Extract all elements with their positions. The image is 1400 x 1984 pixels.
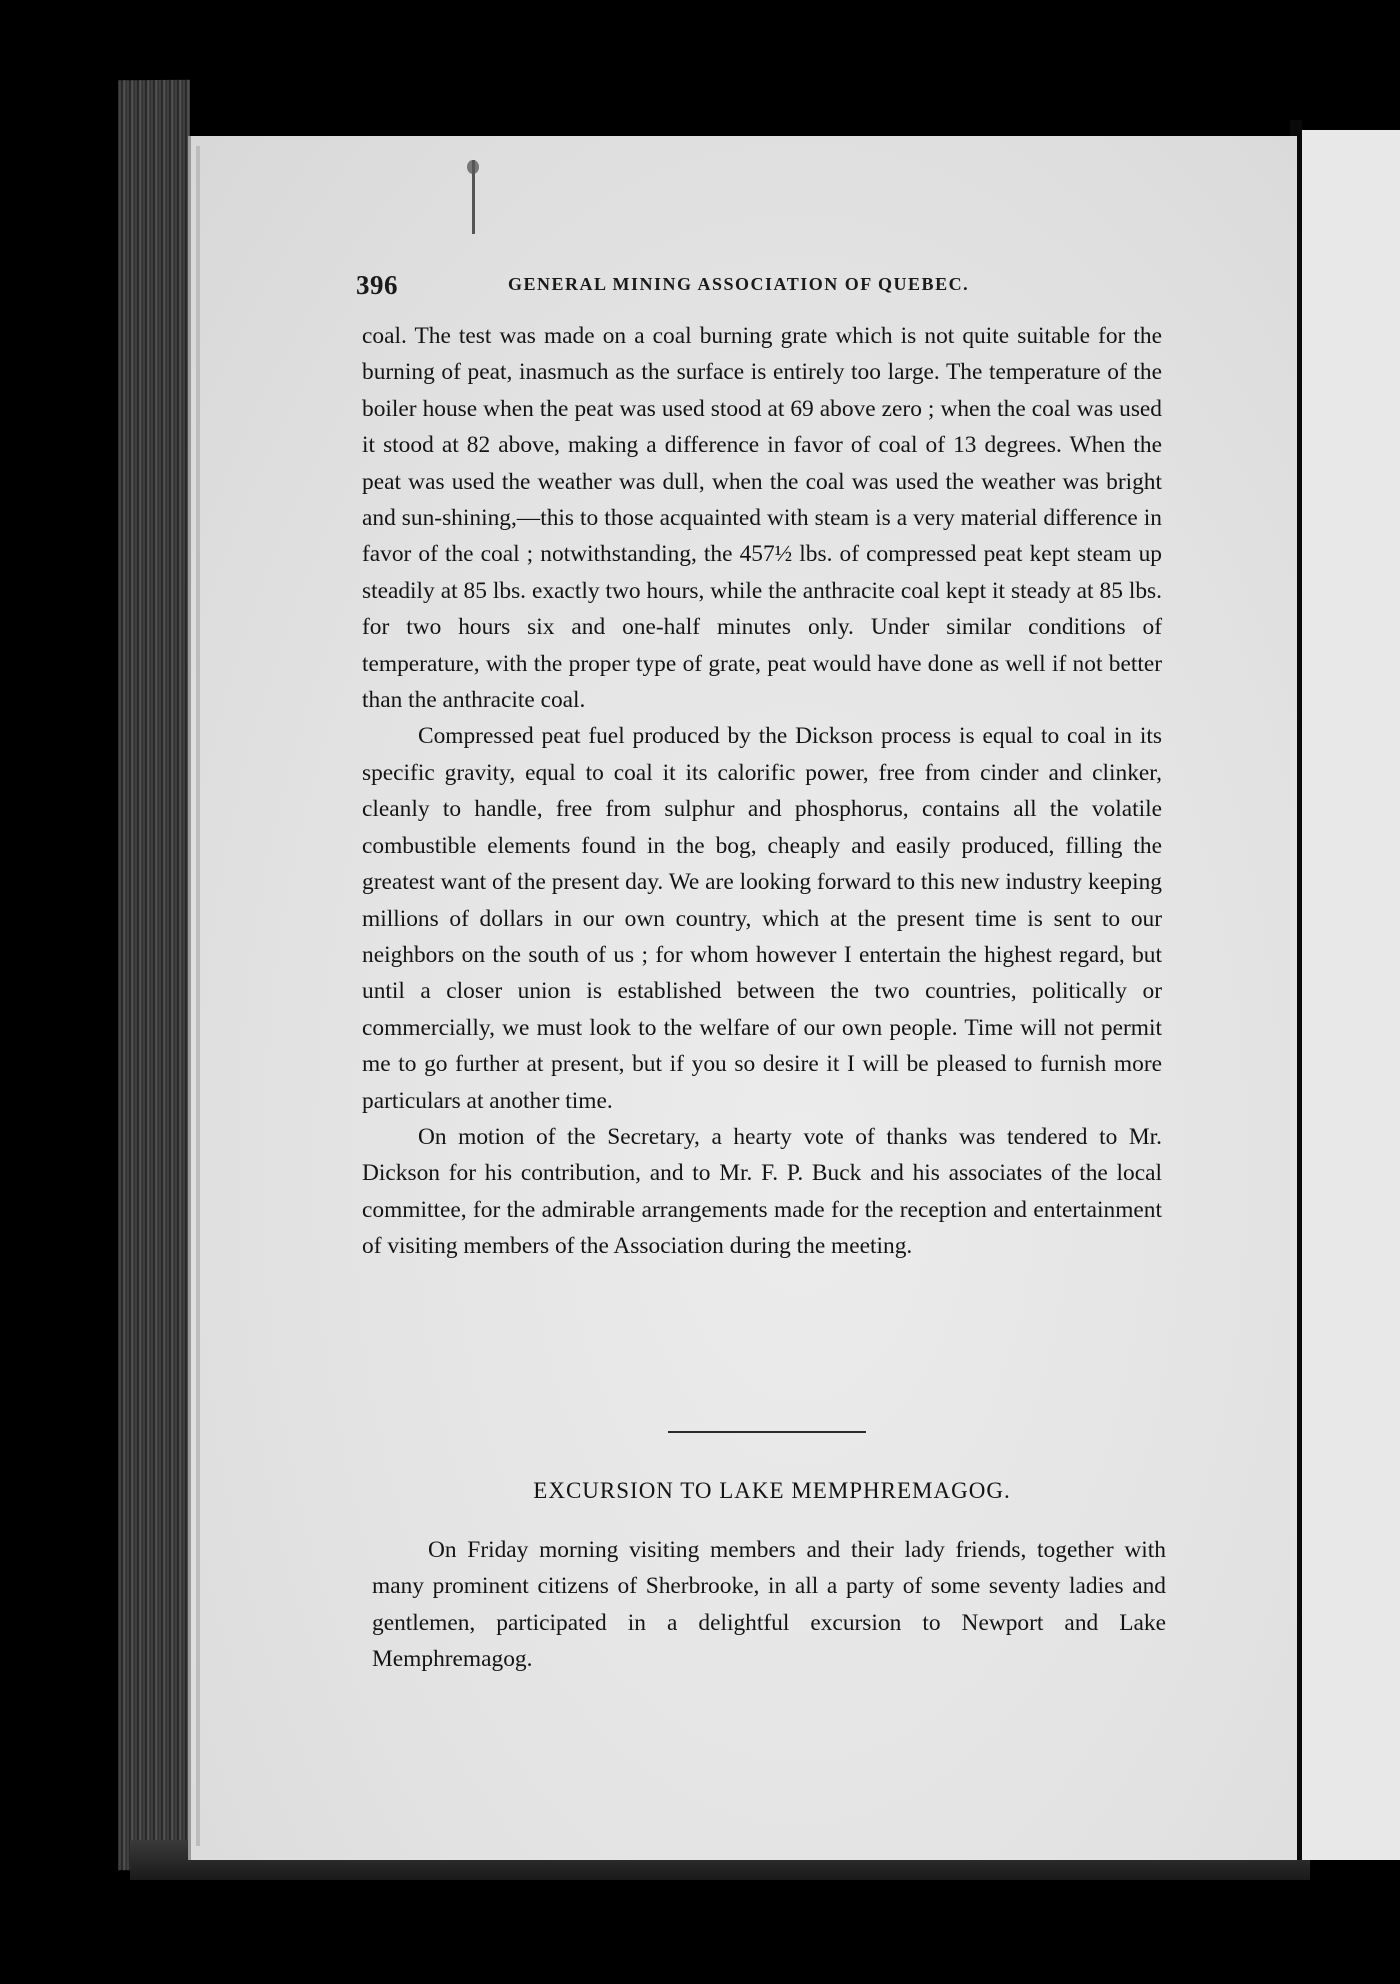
page-number: 396 [356, 270, 398, 300]
paragraph-vote-of-thanks: On motion of the Secretary, a hearty vote of thanks was tendered to Mr. Dickson for his contribution, and to Mr. F. P. Buck and his associates of the local committee, for the admirable arrangements made for the reception and entertainment of visiting members of the Association during the meeting. [362, 1123, 1162, 1260]
section-divider [668, 1431, 866, 1433]
paragraph-peat-fuel: Compressed peat fuel produced by the Dickson process is equal to coal in its specific gravity, equal to coal it its calorific power, free from cinder and clinker, cleanly to handle, free from sulphur and phosphorus, contains all the volatile combustible elements found in the bog, cheaply and easily produced, filling the greatest want of the present day. We are looking forward to this new industry keeping millions of dollars in our own country, which at the present time is sent to our neighbors on the south of us ; for whom however I entertain the highest regard, but until a closer union is established between the two countries, politically or commercially, we must look to the welfare of our own people. Time will not permit me to go further at present, but if you so desire it I will be pleased to furnish more particulars at another time. [362, 723, 1162, 1114]
paragraph-excursion: On Friday morning visiting members and their lady friends, together with many prominent citizens of Sherbrooke, in all a party of some seventy ladies and gentlemen, participated in a delightful excursion to Newport and Lake Memphremagog. [372, 1537, 1166, 1673]
page-inner-edge [196, 146, 200, 1846]
facing-page-edge [1302, 130, 1400, 1860]
paragraph-coal-test: coal. The test was made on a coal burning grate which is not quite suitable for the burning of peat, inasmuch as the surface is entirely too large. The temperature of the boiler house when the peat was used stood at 69 above zero ; when the coal was used it stood at 82 above, making a difference in favor of coal of 13 degrees. When the peat was used the weather was dull, when the coal was used the weather was bright and sun-shining,—this to those acquainted with steam is a very material difference in favor of the coal ; notwithstanding, the 457½ lbs. of compressed peat kept steam up steadily at 85 lbs. exactly two hours, while the anthracite coal kept it steady at 85 lbs. for two hours six and one-half minutes only. Under similar conditions of temperature, with the proper type of grate, peat would have done as well if not better than the anthracite coal. [362, 323, 1162, 714]
excursion-text [372, 1532, 1166, 1678]
page-header [356, 270, 1016, 306]
ornament-line [472, 160, 475, 234]
book-page-edges [118, 80, 190, 1871]
body-text [362, 318, 1162, 1265]
running-head: GENERAL MINING ASSOCIATION OF QUEBEC. [508, 274, 970, 294]
section-heading: EXCURSION TO LAKE MEMPHREMAGOG. [533, 1478, 1011, 1503]
